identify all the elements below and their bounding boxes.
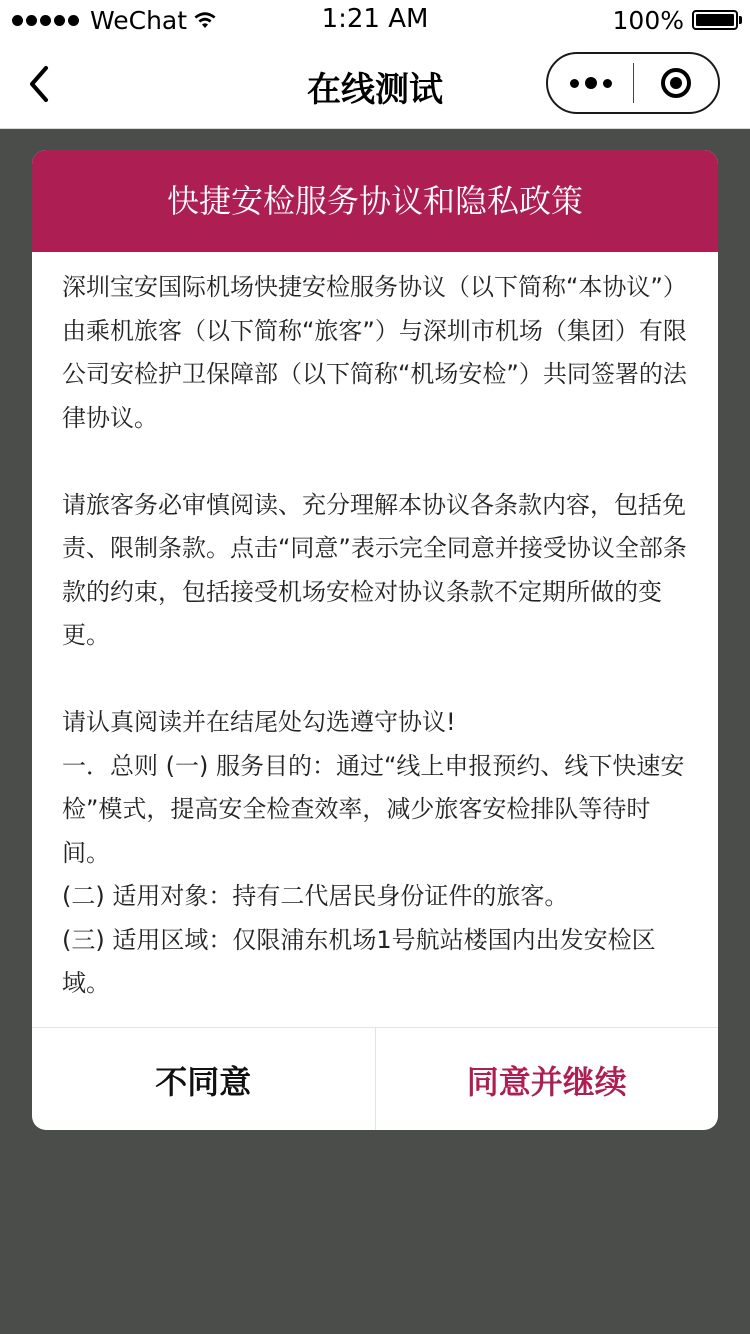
agreement-paragraph: (二) 适用对象：持有二代居民身份证件的旅客。: [62, 882, 569, 910]
status-bar: [0, 0, 750, 40]
agreement-paragraph: 请旅客务必审慎阅读、充分理解本协议各条款内容，包括免责、限制条款。点击“同意”表示完全同意并接受协议全部条款的约束，包括接受机场安检对协议条款不定期所做的变更。: [62, 490, 687, 649]
close-mini-program-button[interactable]: [634, 54, 718, 112]
dialog-title: 快捷安检服务协议和隐私政策: [32, 150, 718, 252]
agreement-paragraph: 深圳宝安国际机场快捷安检服务协议（以下简称“本协议”）由乘机旅客（以下简称“旅客”）与深圳市机场（集团）有限公司安检护卫保障部（以下简称“机场安检”）共同签署的法律协议。: [62, 273, 687, 432]
more-dots-icon: [570, 79, 579, 88]
mini-program-capsule: [546, 52, 720, 114]
nav-bar: [0, 40, 750, 129]
page-title: 在线测试: [307, 70, 443, 110]
agree-continue-button[interactable]: 同意并继续: [466, 1062, 627, 1101]
agreement-paragraph: (三) 适用区域：仅限浦东机场1号航站楼国内出发安检区域。: [62, 925, 656, 997]
agreement-paragraph: 一．总则 (一) 服务目的：通过“线上申报预约、线下快速安检”模式，提高安全检查效率，减少旅客安检排队等待时间。: [62, 751, 685, 867]
battery-percentage: 100%: [612, 5, 684, 35]
agreement-content[interactable]: [32, 252, 718, 1027]
agreement-paragraph: 请认真阅读并在结尾处勾选遵守协议!: [62, 708, 456, 736]
battery-icon: [692, 10, 738, 30]
paragraph-gap: [62, 658, 688, 702]
disagree-button[interactable]: 不同意: [32, 1028, 376, 1130]
paragraph-gap: [62, 440, 688, 484]
carrier-name: WeChat: [90, 5, 188, 35]
status-right: [613, 5, 738, 35]
dialog-actions: [32, 1027, 718, 1130]
more-options-button[interactable]: [548, 54, 633, 112]
agreement-dialog: [32, 150, 718, 1130]
status-time: 1:21 AM: [321, 4, 429, 34]
target-circle-icon: [661, 68, 691, 98]
